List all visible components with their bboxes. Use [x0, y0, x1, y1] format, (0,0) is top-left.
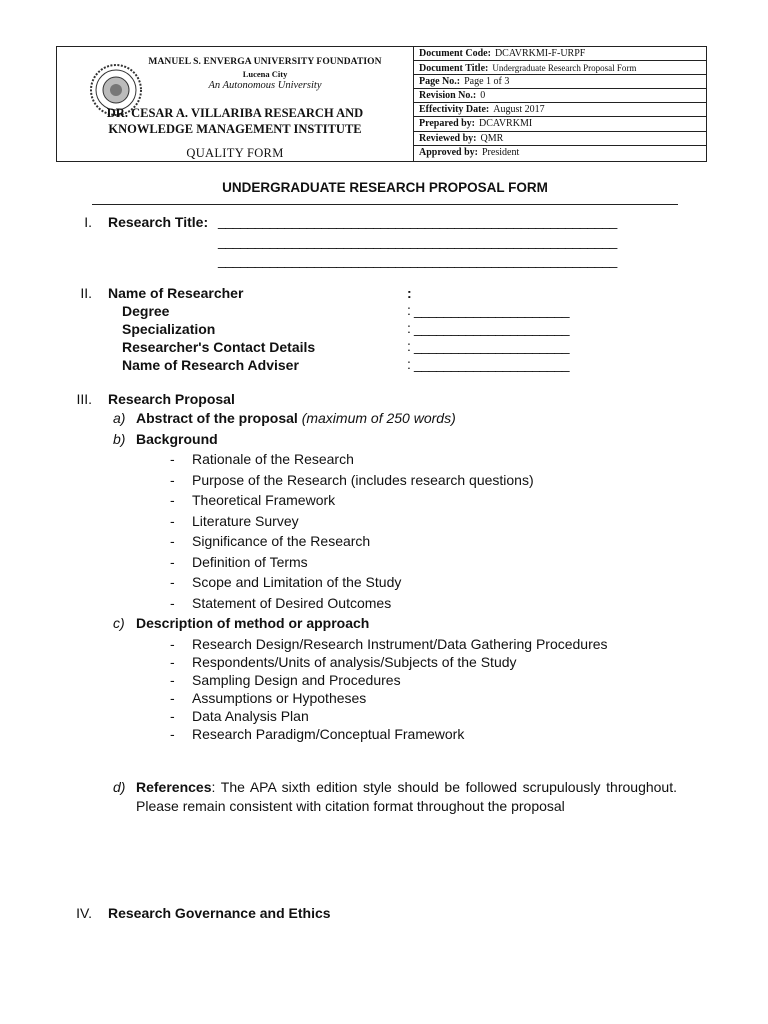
section-1-number: I.: [84, 214, 92, 230]
meta-value: Undergraduate Research Proposal Form: [492, 63, 637, 74]
meta-revision-no: [413, 89, 706, 103]
university-city: Lucena City: [242, 69, 288, 79]
meta-value: Page 1 of 3: [464, 76, 510, 88]
bullet-dash: -: [170, 708, 175, 724]
meta-label: Document Code:: [419, 48, 491, 59]
bullet-dash: -: [170, 574, 175, 590]
item-d-letter: d): [113, 779, 126, 795]
references-label: References: [136, 779, 212, 795]
references-item: [136, 778, 677, 816]
meta-value: August 2017: [493, 104, 545, 116]
researcher-name-label: Name of Researcher: [108, 285, 244, 301]
research-proposal-label: Research Proposal: [108, 391, 235, 407]
background-item: Theoretical Framework: [192, 492, 336, 508]
method-item: Sampling Design and Procedures: [192, 672, 401, 688]
background-item: Scope and Limitation of the Study: [192, 574, 402, 590]
meta-label: Effectivity Date:: [419, 104, 490, 116]
meta-value: 0: [480, 90, 486, 102]
quality-form-label: QUALITY FORM: [186, 146, 284, 160]
background-label: Background: [136, 431, 218, 447]
method-item: Assumptions or Hypotheses: [192, 690, 367, 706]
background-item: Definition of Terms: [192, 554, 308, 570]
method-item: Respondents/Units of analysis/Subjects of the Study: [192, 654, 517, 670]
method-item: Data Analysis Plan: [192, 708, 309, 724]
meta-label: Revision No.:: [419, 90, 477, 102]
degree-field[interactable]: : _____________________: [407, 302, 570, 318]
method-item: Research Paradigm/Conceptual Framework: [192, 726, 465, 742]
bullet-dash: -: [170, 672, 175, 688]
degree-label: Degree: [122, 303, 170, 319]
contact-details-label: Researcher's Contact Details: [122, 339, 316, 355]
section-4-number: IV.: [76, 905, 92, 921]
research-title-field-line-2[interactable]: ______________________________________________________: [218, 233, 617, 249]
title-divider: [92, 204, 678, 205]
meta-document-title: [413, 61, 706, 75]
document-meta-table: [413, 47, 706, 160]
background-item: Literature Survey: [192, 513, 299, 529]
background-item: Statement of Desired Outcomes: [192, 595, 392, 611]
specialization-label: Specialization: [122, 321, 216, 337]
bullet-dash: -: [170, 513, 175, 529]
header-institution: [57, 47, 414, 161]
abstract-note: (maximum of 250 words): [301, 410, 456, 426]
bullet-dash: -: [170, 654, 175, 670]
form-title: UNDERGRADUATE RESEARCH PROPOSAL FORM: [222, 180, 548, 195]
section-3-number: III.: [76, 391, 92, 407]
meta-value: President: [482, 146, 520, 158]
bullet-dash: -: [170, 554, 175, 570]
research-title-label: Research Title:: [108, 214, 209, 230]
bullet-dash: -: [170, 451, 175, 467]
bullet-dash: -: [170, 726, 175, 742]
bullet-dash: -: [170, 492, 175, 508]
research-title-field-line-3[interactable]: ______________________________________________________: [218, 252, 617, 268]
institute-line-2: KNOWLEDGE MANAGEMENT INSTITUTE: [108, 122, 362, 136]
meta-value: DCAVRKMI: [479, 118, 533, 130]
research-title-field-line-1[interactable]: ______________________________________________________: [218, 213, 617, 229]
meta-label: Page No.:: [419, 76, 461, 88]
institute-line-1: DR. CESAR A. VILLARIBA RESEARCH AND: [106, 106, 364, 120]
item-b-letter: b): [113, 431, 126, 447]
governance-ethics-label: Research Governance and Ethics: [108, 905, 331, 921]
abstract-label: Abstract of the proposal: [136, 410, 298, 426]
bullet-dash: -: [170, 690, 175, 706]
document-header: [56, 46, 707, 162]
institute-name: [57, 105, 413, 137]
contact-details-field[interactable]: : _____________________: [407, 338, 570, 354]
meta-document-code: [413, 47, 706, 61]
meta-value: QMR: [480, 132, 504, 144]
meta-value: DCAVRKMI-F-URPF: [494, 48, 586, 59]
meta-label: Reviewed by:: [419, 132, 477, 144]
university-name: MANUEL S. ENVERGA UNIVERSITY FOUNDATION: [148, 57, 382, 67]
background-item: Purpose of the Research (includes research questions): [192, 472, 534, 488]
meta-prepared-by: [413, 117, 706, 131]
bullet-dash: -: [170, 636, 175, 652]
method-item: Research Design/Research Instrument/Data Gathering Procedures: [192, 636, 608, 652]
meta-label: Approved by:: [419, 146, 478, 158]
meta-approved-by: [413, 146, 706, 160]
meta-label: Prepared by:: [419, 118, 476, 130]
specialization-field[interactable]: : _____________________: [407, 320, 570, 336]
bullet-dash: -: [170, 472, 175, 488]
meta-effectivity-date: [413, 103, 706, 117]
abstract-item: [136, 410, 456, 426]
research-adviser-field[interactable]: : _____________________: [407, 356, 570, 372]
researcher-name-colon: :: [407, 285, 412, 301]
bullet-dash: -: [170, 595, 175, 611]
meta-label: Document Title:: [419, 63, 489, 75]
section-2-number: II.: [80, 285, 92, 301]
method-label: Description of method or approach: [136, 615, 370, 631]
meta-reviewed-by: [413, 132, 706, 146]
references-text: : The APA sixth edition style should be followed scrupulously throughout. Please remain consistent with citation format throughout the proposal: [136, 779, 677, 814]
university-subtitle: An Autonomous University: [208, 80, 322, 91]
background-item: Rationale of the Research: [192, 451, 354, 467]
background-item: Significance of the Research: [192, 533, 371, 549]
item-a-letter: a): [113, 410, 126, 426]
research-adviser-label: Name of Research Adviser: [122, 357, 299, 373]
item-c-letter: c): [113, 615, 125, 631]
meta-page-no: [413, 75, 706, 89]
bullet-dash: -: [170, 533, 175, 549]
